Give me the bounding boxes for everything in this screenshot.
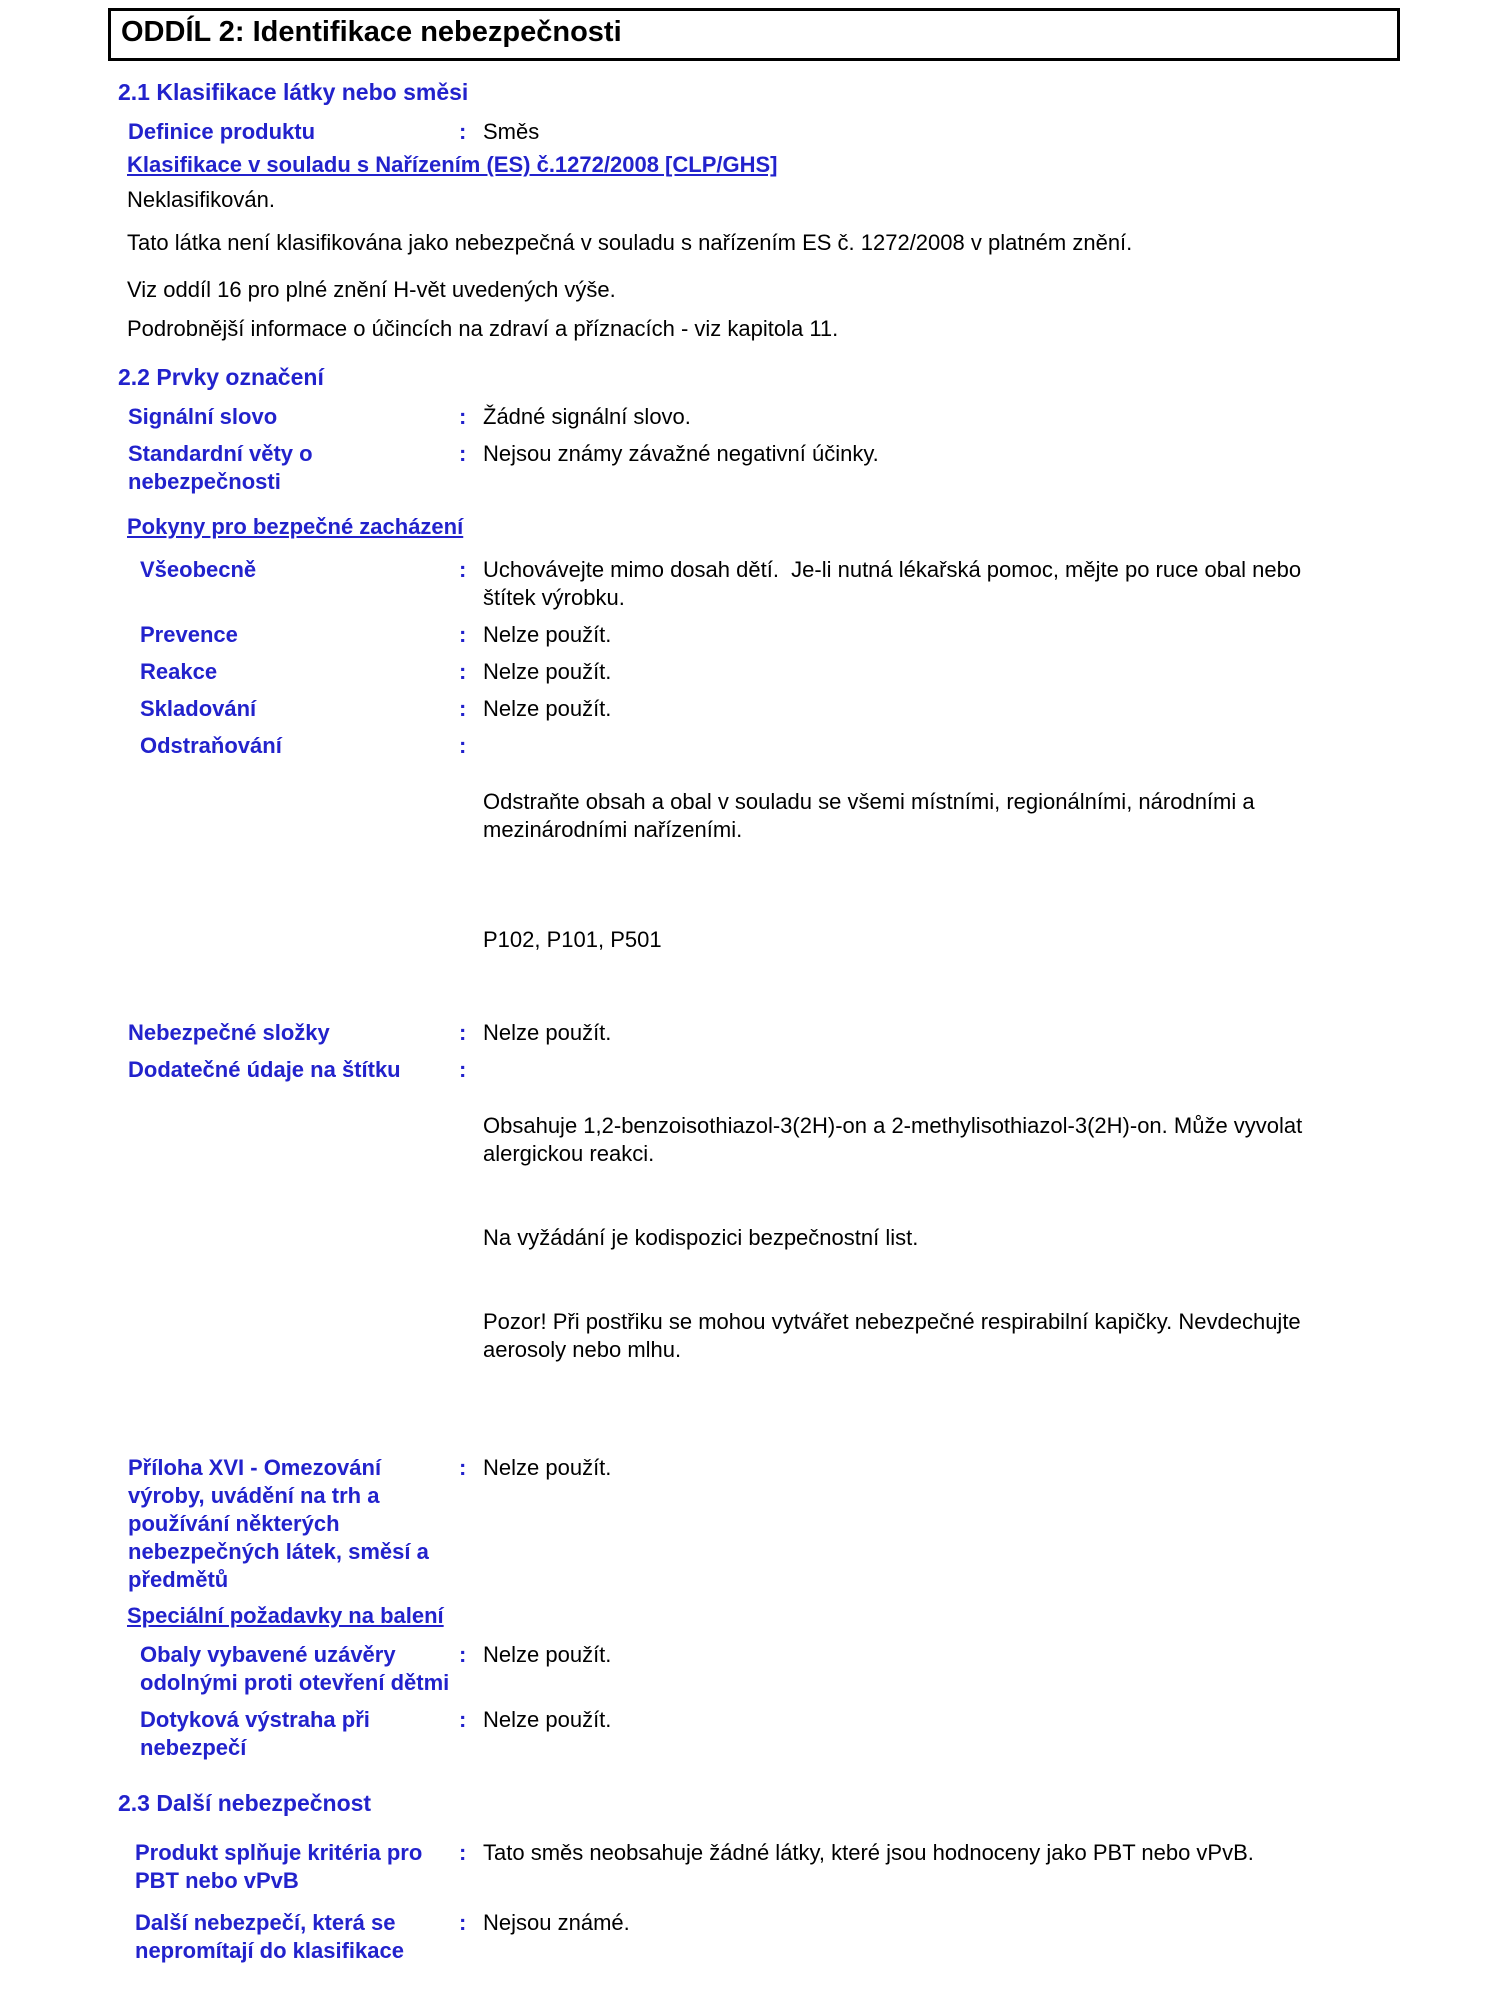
text-neklasifikovan: Neklasifikován. — [127, 187, 275, 212]
value-prevence: Nelze použít. — [483, 622, 612, 647]
label-priloha-xvi: Příloha XVI - Omezování výroby, uvádění na trh a používání některých nebezpečných látek, směsí a předmětů — [128, 1455, 429, 1592]
label-vseobecne: Všeobecně — [140, 557, 257, 582]
section-title: ODDÍL 2: Identifikace nebezpečnosti — [121, 16, 622, 48]
section-title-box — [108, 8, 1400, 61]
label-obaly-uzavery: Obaly vybavené uzávěry odolnými proti otevření dětmi — [140, 1642, 450, 1695]
colon: : — [459, 441, 467, 466]
odstranovani-text: Odstraňte obsah a obal v souladu se všemi místními, regionálními, národními a mezinárodními nařízeními. — [483, 789, 1261, 842]
row-pbt-vpvb — [108, 1839, 1400, 1895]
colon: : — [459, 1840, 467, 1865]
colon: : — [459, 1455, 467, 1480]
label-dodatecne-udaje: Dodatečné údaje na štítku — [128, 1057, 401, 1082]
row-signalni-slovo — [108, 403, 1400, 431]
label-reakce: Reakce — [140, 659, 218, 684]
dodatecne-line2: Na vyžádání je kodispozici bezpečnostní list. — [483, 1225, 919, 1250]
specialni-pozadavky-heading: Speciální požadavky na balení — [127, 1603, 444, 1628]
dodatecne-line3: Pozor! Při postřiku se mohou vytvářet nebezpečné respirabilní kapičky. Nevdechujte aerosoly nebo mlhu. — [483, 1309, 1307, 1362]
row-reakce — [108, 658, 1400, 686]
value-dodatecne-udaje — [483, 1056, 1400, 1420]
row-odstranovani — [108, 732, 1400, 1010]
colon: : — [459, 557, 467, 582]
row-priloha-xvi — [108, 1454, 1400, 1594]
odstranovani-p-codes: P102, P101, P501 — [483, 927, 662, 952]
value-reakce: Nelze použít. — [483, 659, 612, 684]
colon: : — [459, 1020, 467, 1045]
value-dalsi-nebezpeci: Nejsou známé. — [483, 1910, 630, 1935]
heading-2-2: 2.2 Prvky označení — [118, 364, 324, 390]
colon: : — [459, 404, 467, 429]
row-dalsi-nebezpeci — [108, 1909, 1400, 1965]
colon: : — [459, 622, 467, 647]
value-vseobecne: Uchovávejte mimo dosah dětí. Je-li nutná lékařská pomoc, mějte po ruce obal nebo štítek výrobku. — [483, 557, 1308, 610]
colon: : — [459, 1707, 467, 1732]
colon: : — [459, 696, 467, 721]
para-viz-oddil-16: Viz oddíl 16 pro plné znění H-vět uvedených výše. — [127, 277, 616, 302]
colon: : — [459, 659, 467, 684]
label-definice-produktu: Definice produktu — [128, 119, 316, 144]
value-skladovani: Nelze použít. — [483, 696, 612, 721]
row-obaly-uzavery — [108, 1641, 1400, 1697]
label-skladovani: Skladování — [140, 696, 257, 721]
colon: : — [459, 1910, 467, 1935]
label-dotykova-vystraha: Dotyková výstraha při nebezpečí — [140, 1707, 370, 1760]
value-nebezpecne-slozky: Nelze použít. — [483, 1020, 612, 1045]
label-dalsi-nebezpeci: Další nebezpečí, která se nepromítají do klasifikace — [135, 1910, 404, 1963]
value-standardni-vety: Nejsou známy závažné negativní účinky. — [483, 441, 879, 466]
para-podrobnejsi-informace: Podrobnější informace o účincích na zdraví a příznacích - viz kapitola 11. — [127, 316, 839, 341]
value-signalni-slovo: Žádné signální slovo. — [483, 404, 691, 429]
value-priloha-xvi: Nelze použít. — [483, 1455, 612, 1480]
value-obaly-uzavery: Nelze použít. — [483, 1642, 612, 1667]
heading-2-3: 2.3 Další nebezpečnost — [118, 1790, 372, 1816]
label-signalni-slovo: Signální slovo — [128, 404, 278, 429]
row-nebezpecne-slozky — [108, 1019, 1400, 1047]
colon: : — [459, 733, 467, 758]
row-prevence — [108, 621, 1400, 649]
value-odstranovani — [483, 732, 1400, 1010]
colon: : — [459, 1057, 467, 1082]
value-definice-produktu: Směs — [483, 119, 540, 144]
pokyny-heading: Pokyny pro bezpečné zacházení — [127, 514, 464, 539]
value-dotykova-vystraha: Nelze použít. — [483, 1707, 612, 1732]
label-prevence: Prevence — [140, 622, 238, 647]
row-vseobecne — [108, 556, 1400, 612]
label-odstranovani: Odstraňování — [140, 733, 282, 758]
klasifikace-clp-heading: Klasifikace v souladu s Nařízením (ES) č.1272/2008 [CLP/GHS] — [127, 152, 778, 177]
label-pbt-vpvb: Produkt splňuje kritéria pro PBT nebo vPvB — [135, 1840, 423, 1893]
colon: : — [459, 1642, 467, 1667]
colon: : — [459, 119, 467, 144]
label-nebezpecne-slozky: Nebezpečné složky — [128, 1020, 330, 1045]
row-dodatecne-udaje — [108, 1056, 1400, 1420]
value-pbt-vpvb: Tato směs neobsahuje žádné látky, které jsou hodnoceny jako PBT nebo vPvB. — [483, 1840, 1254, 1865]
row-dotykova-vystraha — [108, 1706, 1400, 1762]
label-standardni-vety: Standardní věty o nebezpečnosti — [128, 441, 313, 494]
row-standardni-vety — [108, 440, 1400, 496]
para-not-classified: Tato látka není klasifikována jako nebezpečná v souladu s nařízením ES č. 1272/2008 v platném znění. — [127, 230, 1133, 255]
dodatecne-line1: Obsahuje 1,2-benzoisothiazol-3(2H)-on a 2-methylisothiazol-3(2H)-on. Může vyvolat alergickou reakci. — [483, 1113, 1309, 1166]
row-skladovani — [108, 695, 1400, 723]
row-definice-produktu — [108, 118, 1400, 146]
heading-2-1: 2.1 Klasifikace látky nebo směsi — [118, 79, 469, 105]
